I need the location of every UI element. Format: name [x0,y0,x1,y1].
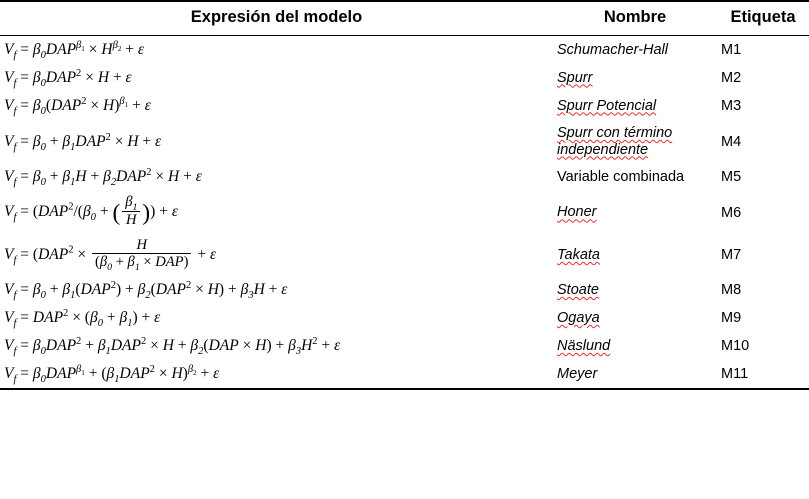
model-name: Spurr Potencial [557,97,657,114]
model-label: M4 [721,133,742,150]
model-name-cell [553,304,717,332]
model-label: M6 [721,204,742,221]
table-row [0,64,809,92]
table-row [0,276,809,304]
table-row [0,304,809,332]
model-label: M10 [721,338,750,355]
model-label-cell [717,234,809,277]
table-header-row [0,1,809,36]
model-name: Meyer [557,366,598,383]
equation-cell: $V_f = \beta_0 + \beta_1DAP^2 \times H + \varepsilon$ [4,131,162,153]
model-name-cell [553,36,717,65]
equation-cell: $V_f = \beta_0DAP^2 \times H + \varepsilon$ [4,67,132,90]
table-row [0,36,809,65]
table-row [0,332,809,360]
equation-cell: $V_f = \beta_0 + \beta_1(DAP^2) + \beta_2(DAP^2 \times H) + \beta_3H + \varepsilon$ [4,280,288,302]
model-name-cell [553,163,717,191]
model-name: Variable combinada [557,169,685,185]
model-name: Honer [557,204,597,221]
column-header-expression: Expresión del modelo [0,1,553,36]
model-label: M9 [721,310,742,327]
model-name: Spurr con término independiente [557,125,673,158]
model-label-cell [717,120,809,163]
model-label-cell [717,276,809,304]
table-row [0,92,809,120]
model-label-cell [717,92,809,120]
equation-cell: $V_f = \beta_0DAP^2 + \beta_1DAP^2 \times H + \beta_2(DAP \times H) + \beta_3H^2 + \varepsilon$ [4,336,341,358]
model-label: M5 [721,169,742,186]
model-label: M8 [721,282,742,299]
equation-cell: $V_f = \beta_0DAP^{\beta_1} \times H^{\beta_2} + \varepsilon$ [4,39,145,62]
column-header-name: Nombre [553,1,717,36]
column-header-label: Etiqueta [717,1,809,36]
model-label: M3 [721,98,742,114]
equation-cell: $V_f = (DAP^2$ × $\frac{H}{(\beta_0 + \beta_1 \times DAP)}$ + ε [4,236,217,274]
model-name-cell [553,276,717,304]
model-label: M7 [721,247,742,264]
table-row [0,191,809,234]
table-row [0,360,809,389]
model-name: Spurr [557,69,593,86]
model-label: M1 [721,42,742,58]
model-name: Takata [557,246,600,263]
model-label: M2 [721,70,742,86]
table-row [0,120,809,163]
table-header [0,1,809,36]
model-label: M11 [721,366,749,383]
model-name-cell [553,234,717,277]
model-label-cell [717,332,809,360]
model-name-cell [553,332,717,360]
model-label-cell [717,191,809,234]
equation-cell: $V_f = \beta_0 + \beta_1H + \beta_2DAP^2 \times H + \varepsilon$ [4,167,202,189]
model-label-cell [717,304,809,332]
equation-cell: $V_f = DAP^2 \times (\beta_0 + \beta_1) + \varepsilon$ [4,308,161,330]
model-name: Stoate [557,282,599,299]
model-label-cell [717,64,809,92]
model-name: Schumacher-Hall [557,41,668,58]
model-label-cell [717,36,809,65]
equation-cell: $V_f = \beta_0DAP^{\beta_1} + (\beta_1DAP^2 \times H)^{\beta_2} + \varepsilon$ [0,360,553,389]
model-name-cell [553,120,717,163]
model-label-cell [717,163,809,191]
model-label-cell [717,360,809,389]
table-body [0,36,809,390]
model-name-cell [553,92,717,120]
table-row [0,163,809,191]
model-name: Näslund [557,338,611,355]
table-row [0,234,809,277]
model-name: Ogaya [557,310,600,327]
model-name-cell [553,64,717,92]
model-name-cell [553,360,717,389]
model-name-cell [553,191,717,234]
equation-cell: $V_f = \beta_0(DAP^2 \times H)^{\beta_1} + \varepsilon$ [4,95,151,118]
equation-cell: $V_f = (DAP^2/(\beta_0$ + ( $\frac{\beta_1}{H}$ )) + ε [4,194,178,228]
